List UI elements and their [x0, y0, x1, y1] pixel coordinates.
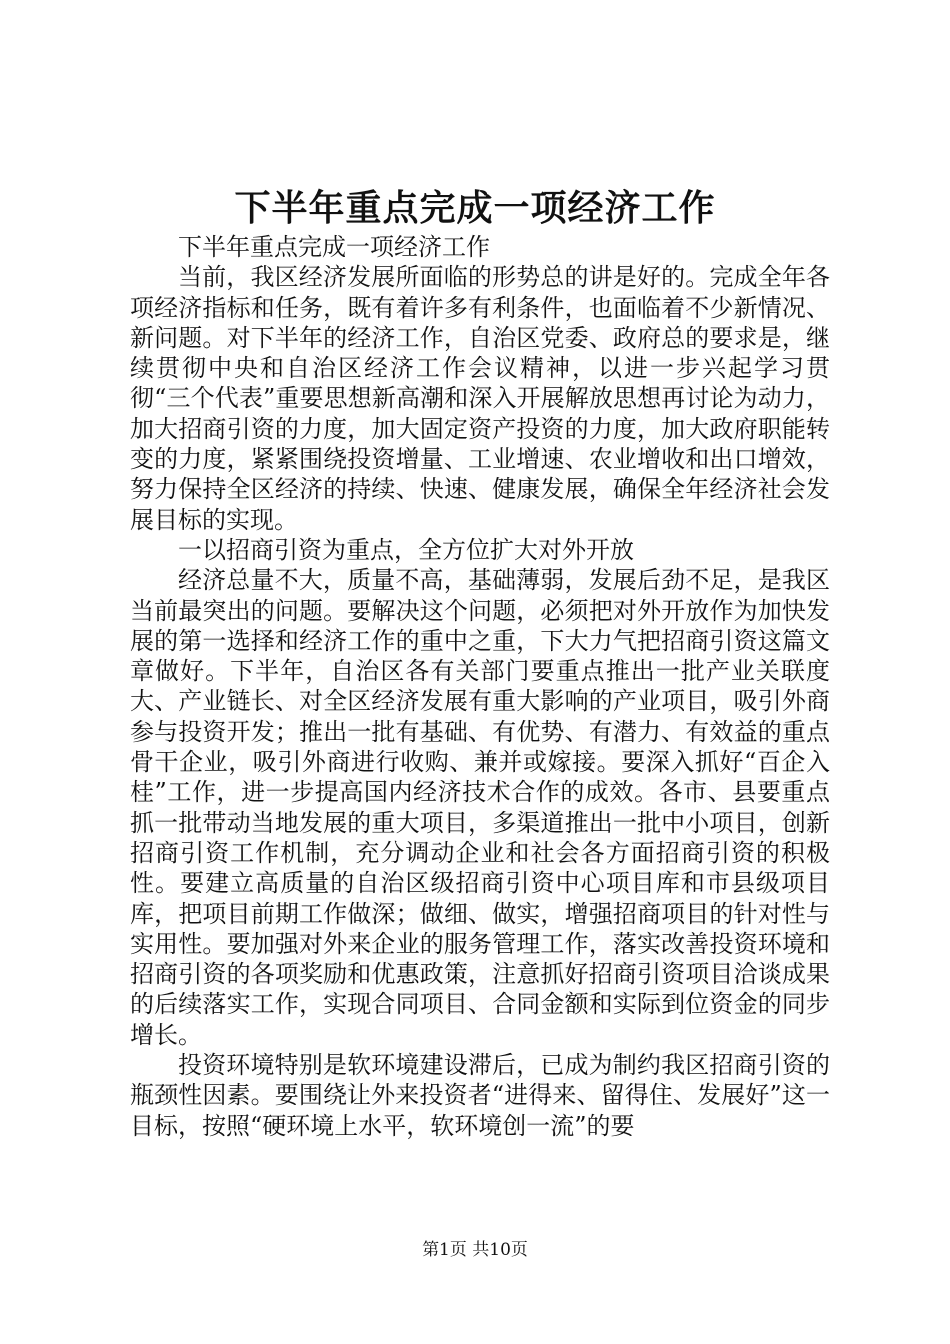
paragraph-investment: 经济总量不大，质量不高，基础薄弱，发展后劲不足，是我区当前最突出的问题。要解决这个问题，必须把对外开放作为加快发展的第一选择和经济工作的重中之重，下大力气把招商引资这篇文章做好。下半年，自治区各有关部门要重点推出一批产业关联度大、产业链长、对全区经济发展有重大影响的产业项目，吸引外商参与投资开发；推出一批有基础、有优势、有潜力、有效益的重点骨干企业，吸引外商进行收购、兼并或嫁接。要深入抓好“百企入桂”工作，进一步提高国内经济技术合作的成效。各市、县要重点抓一批带动当地发展的重大项目，多渠道推出一批中小项目，创新招商引资工作机制，充分调动企业和社会各方面招商引资的积极性。要建立高质量的自治区级招商引资中心项目库和市县级项目库，把项目前期工作做深；做细、做实，增强招商项目的针对性与实用性。要加强对外来企业的服务管理工作，落实改善投资环境和招商引资的各项奖励和优惠政策，注意抓好招商引资项目洽谈成果的后续落实工作，实现合同项目、合同金额和实际到位资金的同步增长。: [130, 566, 830, 1049]
document-body: [130, 232, 830, 1141]
paragraph-environment: 投资环境特别是软环境建设滞后，已成为制约我区招商引资的瓶颈性因素。要围绕让外来投资者“进得来、留得住、发展好”这一目标，按照“硬环境上水平，软环境创一流”的要: [130, 1051, 830, 1140]
paragraph-subtitle: 下半年重点完成一项经济工作: [178, 233, 490, 261]
paragraph-intro: 当前，我区经济发展所面临的形势总的讲是好的。完成全年各项经济指标和任务，既有着许多有利条件，也面临着不少新情况、新问题。对下半年的经济工作，自治区党委、政府总的要求是，继续贯彻中央和自治区经济工作会议精神，以进一步兴起学习贯彻“三个代表”重要思想新高潮和深入开展解放思想再讨论为动力，加大招商引资的力度，加大固定资产投资的力度，加大政府职能转变的力度，紧紧围绕投资增量、工业增速、农业增收和出口增效，努力保持全区经济的持续、快速、健康发展，确保全年经济社会发展目标的实现。: [130, 263, 830, 534]
page-footer: 第1页 共10页: [422, 1240, 528, 1260]
section-heading: 一以招商引资为重点，全方位扩大对外开放: [178, 535, 634, 564]
document-title: 下半年重点完成一项经济工作: [234, 187, 716, 229]
